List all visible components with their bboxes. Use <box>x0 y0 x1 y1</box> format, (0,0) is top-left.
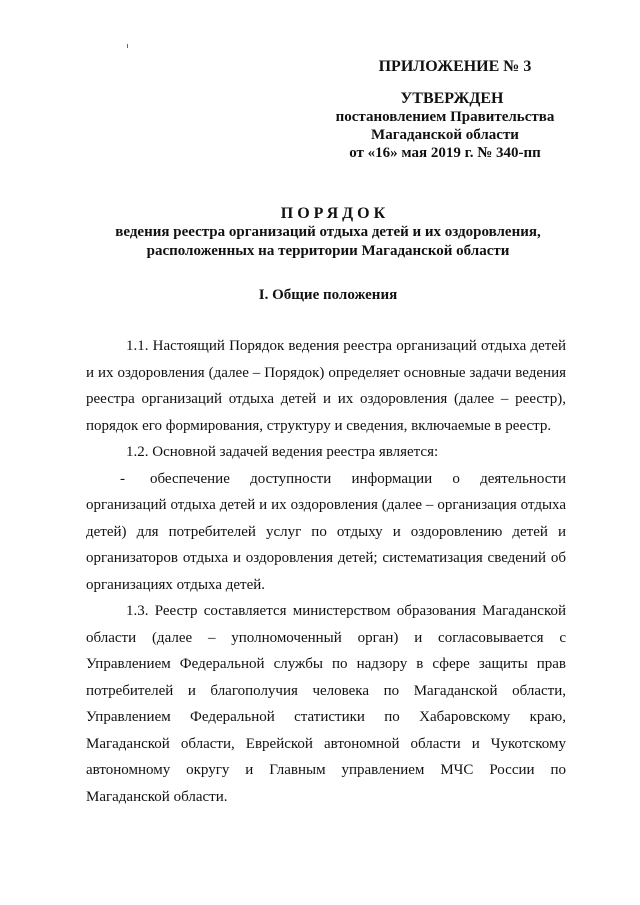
list-item-text: обеспечение доступности информации о деятельности организаций отдыха детей и их оздоровления (далее – организация отдыха детей) для потребителей услуг по отдыху и оздоровлению детей и организаторов отдыха и оздоровления детей; систематизация сведений об организациях отдыха детей. <box>86 470 566 593</box>
section-heading: I. Общие положения <box>258 287 398 303</box>
title-line-1: ведения реестра организаций отдыха детей и их оздоровления, <box>115 224 541 240</box>
approved-label: УТВЕРЖДЕН <box>400 90 504 107</box>
title-main: ПОРЯДОК <box>280 205 390 222</box>
approval-date-line: от «16» мая 2019 г. № 340-пп <box>349 145 541 161</box>
approval-line-1: постановлением Правительства <box>335 109 555 125</box>
paragraph-1-3: 1.3. Реестр составляется министерством образования Магаданской области (далее – уполномоченный орган) и согласовывается с Управлением Федеральной службы по надзору в сфере защиты прав потребителей и благополучия человека по Магаданской области, Управлением Федеральной статистики по Хабаровскому краю, Магаданской области, Еврейской автономной области и Чукотскому автономному округу и Главным управлением МЧС России по Магаданской области. <box>86 603 566 805</box>
paragraph-1-2: 1.2. Основной задачей ведения реестра является: <box>126 444 439 460</box>
body-text <box>86 333 566 810</box>
scan-speck <box>127 44 128 48</box>
document-title <box>80 204 576 261</box>
list-dash: - <box>120 470 125 487</box>
paragraph-list-item <box>86 466 566 599</box>
approval-block <box>330 58 560 162</box>
paragraph-1-1: 1.1. Настоящий Порядок ведения реестра организаций отдыха детей и их оздоровления (далее – Порядок) определяет основные задачи ведения реестра организаций отдыха детей и их оздоровления (далее – реестр), порядок его формирования, структуру и сведения, включаемые в реестр. <box>86 338 566 434</box>
approval-line-2: Магаданской области <box>371 127 519 143</box>
appendix-number: ПРИЛОЖЕНИЕ № 3 <box>378 58 532 75</box>
title-line-2: расположенных на территории Магаданской области <box>146 243 510 259</box>
